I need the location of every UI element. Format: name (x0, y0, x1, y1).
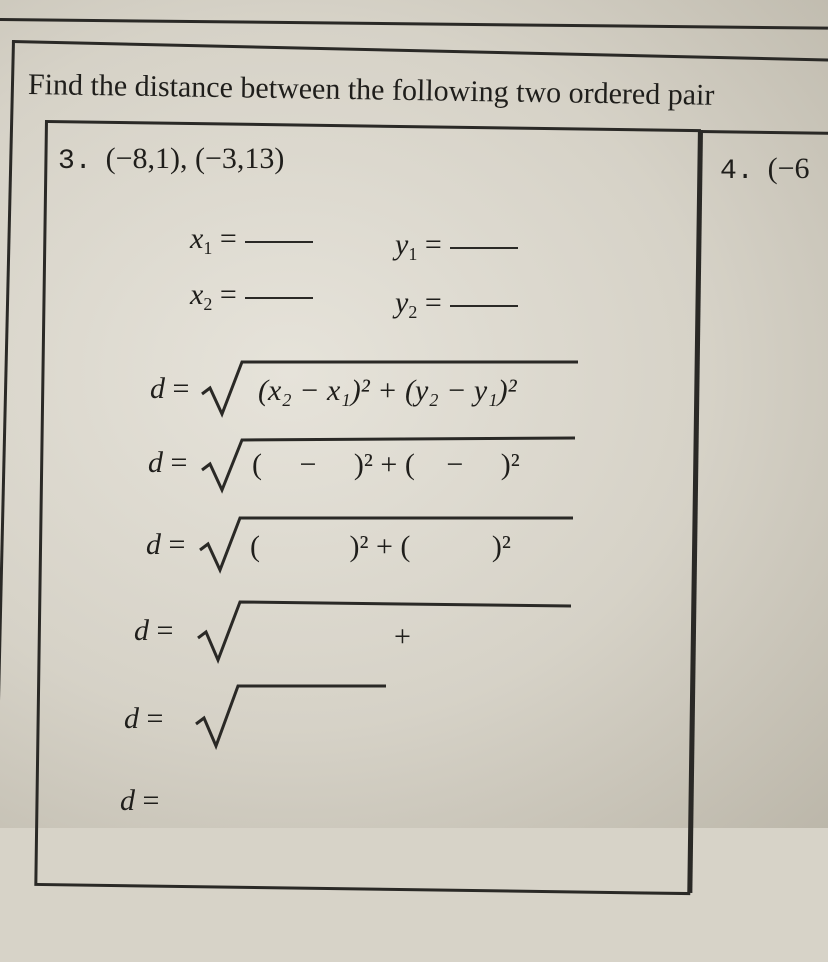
formula-2-mid: )² + ( (353, 448, 415, 481)
formula-3-equals: = (168, 528, 186, 561)
formula-line-5 (124, 702, 163, 736)
problem-3-points: (−8,1), (−3,13) (105, 142, 285, 175)
radical-sign-5 (194, 680, 394, 750)
problem-4-header (720, 152, 810, 187)
x1-label: x (190, 222, 204, 255)
x2-blank[interactable] (245, 296, 313, 299)
y1-blank[interactable] (450, 246, 518, 249)
y2-label: y (395, 286, 409, 319)
y2-line (395, 286, 518, 323)
formula-line-4 (134, 614, 173, 648)
formula-2-minus-2: − (446, 448, 464, 481)
formula-1-radicand: (x₂ − x₁)² + (y₂ − y₁)² (258, 374, 517, 407)
formula-6-equals: = (142, 784, 160, 817)
formula-6-d: d (120, 784, 135, 817)
y1-label: y (395, 228, 409, 261)
x1-subscript: 1 (203, 238, 213, 258)
y1-subscript: 1 (408, 244, 418, 264)
y2-equals: = (424, 286, 442, 319)
problem-4-number: 4. (720, 156, 754, 187)
x2-line (190, 278, 313, 315)
formula-line-2 (148, 446, 187, 480)
formula-4-equals: = (156, 614, 174, 647)
formula-3-mid: )² + ( (349, 530, 411, 563)
problem-3-number: 3. (58, 146, 92, 177)
formula-4-d: d (134, 614, 149, 647)
x1-line (190, 222, 313, 259)
problem-4-box (689, 130, 828, 896)
y1-equals: = (424, 228, 442, 261)
formula-line-6 (120, 784, 159, 818)
problem-4-points: (−6 (767, 152, 810, 185)
formula-2-close: )² (500, 448, 520, 481)
formula-2-d: d (148, 446, 163, 479)
y1-line (395, 228, 518, 265)
x1-blank[interactable] (245, 240, 313, 243)
radical-sign-4 (196, 596, 576, 664)
problem-3-header (58, 142, 284, 177)
x2-subscript: 2 (203, 294, 213, 314)
formula-3-open: ( (250, 530, 260, 563)
x2-label: x (190, 278, 204, 311)
x2-equals: = (219, 278, 237, 311)
x1-equals: = (219, 222, 237, 255)
formula-3-radicand (250, 530, 511, 564)
problem-3-box (34, 120, 701, 895)
formula-2-radicand (252, 448, 520, 482)
formula-2-equals: = (170, 446, 188, 479)
formula-2-open: ( (252, 448, 262, 481)
y2-blank[interactable] (450, 304, 518, 307)
formula-4-plus: + (394, 620, 411, 653)
formula-2-minus-1: − (299, 448, 317, 481)
formula-line-1 (150, 372, 189, 406)
formula-3-d: d (146, 528, 161, 561)
formula-5-d: d (124, 702, 139, 735)
instructions-text: Find the distance between the following two ordered pair (27, 68, 715, 112)
formula-line-3 (146, 528, 185, 562)
formula-1-d: d (150, 372, 165, 405)
formula-3-close: )² (491, 530, 511, 563)
formula-1-equals: = (172, 372, 190, 405)
formula-5-equals: = (146, 702, 164, 735)
y2-subscript: 2 (408, 302, 418, 322)
